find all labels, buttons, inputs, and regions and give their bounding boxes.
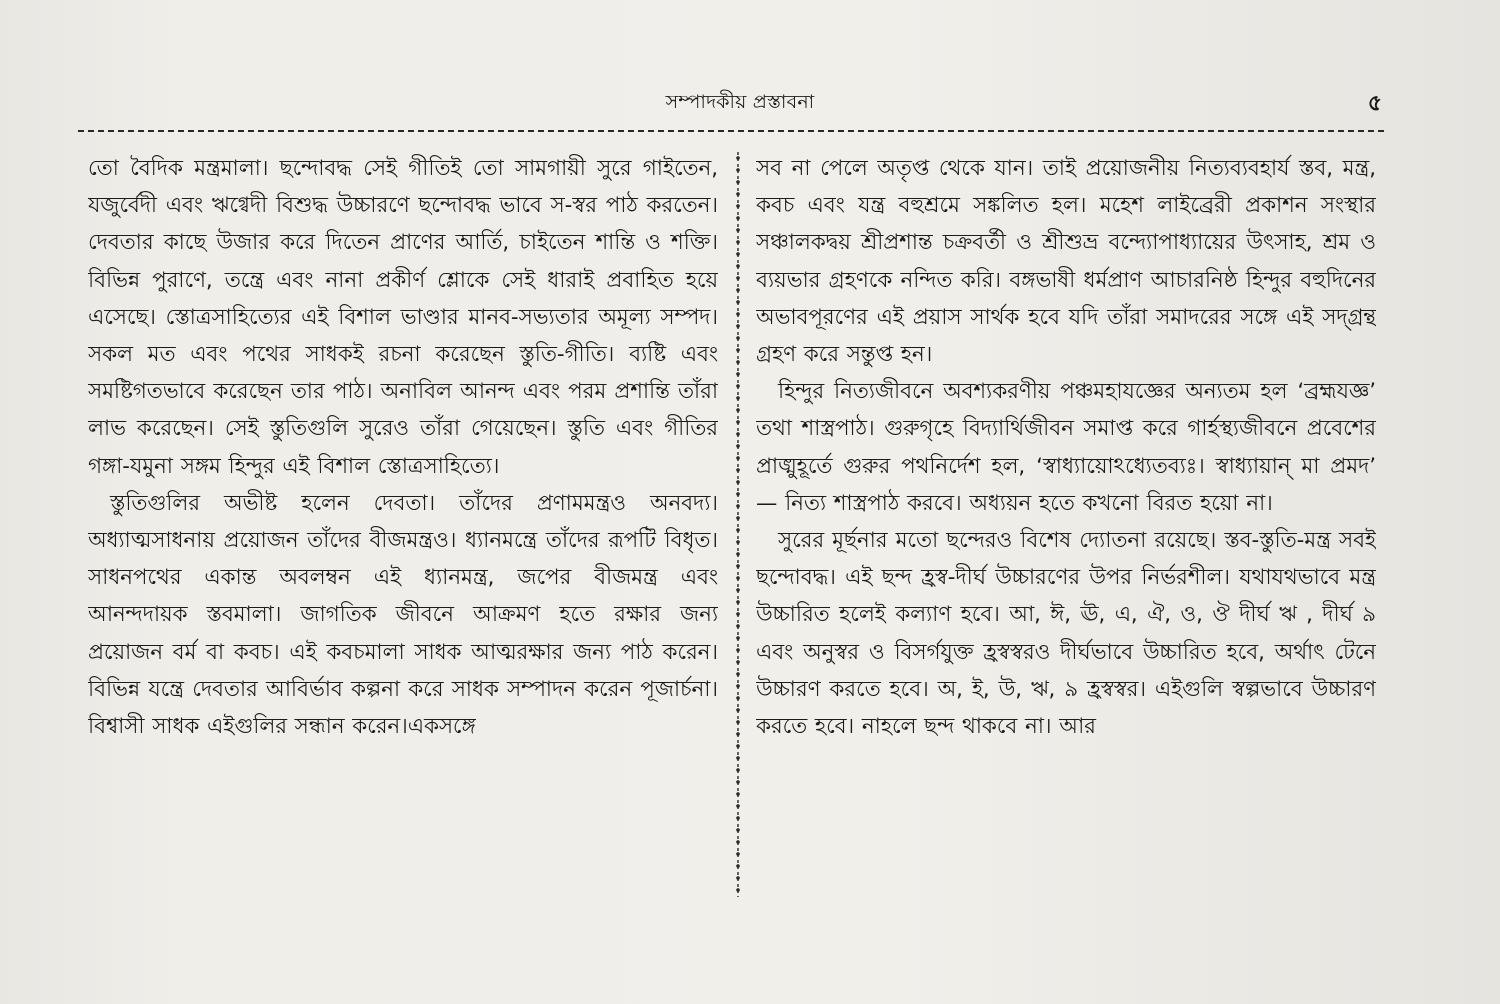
right-column <box>756 150 1376 910</box>
right-paragraph-1: সব না পেলে অতৃপ্ত থেকে যান। তাই প্রয়োজনীয় নিত্যব্যবহার্য স্তব, মন্ত্র, কবচ এবং যন্ত্র বহুশ্রমে সঙ্কলিত হল। মহেশ লাইব্রেরী প্রকাশন সংস্থার সঞ্চালকদ্বয় শ্রীপ্রশান্ত চক্রবর্তী ও শ্রীশুভ্র বন্দ্যোপাধ্যায়ের উৎসাহ, শ্রম ও ব্যয়ভার গ্রহণকে নন্দিত করি। বঙ্গভাষী ধর্মপ্রাণ আচারনিষ্ঠ হিন্দুর বহুদিনের অভাবপূরণের এই প্রয়াস সার্থক হবে যদি তাঁরা সমাদরের সঙ্গে এই সদ্গ্রন্থ গ্রহণ করে সন্তুপ্ত হন। <box>756 156 1376 368</box>
page-number: ৫ <box>1367 91 1382 116</box>
running-head <box>0 84 1500 120</box>
left-paragraph-2: স্তুতিগুলির অভীষ্ট হলেন দেবতা। তাঁদের প্রণামমন্ত্রও অনবদ্য। অধ্যাত্মসাধনায় প্রয়োজন তাঁদের বীজমন্ত্রও। ধ্যানমন্ত্রে তাঁদের রূপটি বিধৃত। সাধনপথের একান্ত অবলম্বন এই ধ্যানমন্ত্র, জপের বীজমন্ত্র এবং আনন্দদায়ক স্তবমালা। জাগতিক জীবনে আক্রমণ হতে রক্ষার জন্য প্রয়োজন বর্ম বা কবচ। এই কবচমালা সাধক আত্মরক্ষার জন্য পাঠ করেন। বিভিন্ন যন্ত্রে দেবতার আবির্ভাব কল্পনা করে সাধক সম্পাদন করেন পূজার্চনা। বিশ্বাসী সাধক এইগুলির সন্ধান করেন।একসঙ্গে <box>88 490 718 740</box>
column-divider <box>733 152 743 897</box>
right-paragraph-3: সুরের মূর্ছনার মতো ছন্দেরও বিশেষ দ্যোতনা রয়েছে। স্তব-স্তুতি-মন্ত্র সবই ছন্দোবদ্ধ। এই ছন্দ হ্রস্ব-দীর্ঘ উচ্চারণের উপর নির্ভরশীল। যথাযথভাবে মন্ত্র উচ্চারিত হলেই কল্যাণ হবে। আ, ঈ, ঊ, এ, ঐ, ও, ঔ দীর্ঘ ঋ , দীর্ঘ ৯ এবং অনুস্বর ও বিসর্গযুক্ত হ্রস্বস্বরও দীর্ঘভাবে উচ্চারিত হবে, অর্থাৎ টেনে উচ্চারণ করতে হবে। অ, ই, উ, ঋ, ৯ হ্রস্বস্বর। এইগুলি স্বল্পভাবে উচ্চারণ করতে হবে। নাহলে ছন্দ থাকবে না। আর <box>756 528 1376 740</box>
left-paragraph-1: তো বৈদিক মন্ত্রমালা। ছন্দোবদ্ধ সেই গীতিই তো সামগায়ী সুরে গাইতেন, যজুর্বেদী এবং ঋগ্বেদী বিশুদ্ধ উচ্চারণে ছন্দোবদ্ধ ভাবে স-স্বর পাঠ করতেন। দেবতার কাছে উজার করে দিতেন প্রাণের আর্তি, চাইতেন শান্তি ও শক্তি। বিভিন্ন পুরাণে, তন্ত্রে এবং নানা প্রকীর্ণ শ্লোকে সেই ধারাই প্রবাহিত হয়ে এসেছে। স্তোত্রসাহিত্যের এই বিশাল ভাণ্ডার মানব-সভ্যতার অমূল্য সম্পদ। সকল মত এবং পথের সাধকই রচনা করেছেন স্তুতি-গীতি। ব্যষ্টি এবং সমষ্টিগতভাবে করেছেন তার পাঠ। অনাবিল আনন্দ এবং পরম প্রশান্তি তাঁরা লাভ করেছেন। সেই স্তুতিগুলি সুরেও তাঁরা গেয়েছেন। স্তুতি এবং গীতির গঙ্গা-যমুনা সঙ্গম হিন্দুর এই বিশাল স্তোত্রসাহিত্যে। <box>88 156 718 479</box>
header-rule <box>78 130 1384 132</box>
left-column <box>88 150 718 910</box>
running-title: সম্পাদকীয় প্রস্তাবনা <box>665 91 815 113</box>
right-paragraph-2: হিন্দুর নিত্যজীবনে অবশ্যকরণীয় পঞ্চমহাযজ্ঞের অন্যতম হল ‘ব্রহ্মযজ্ঞ’ তথা শাস্ত্রপাঠ। গুরুগৃহে বিদ্যার্থিজীবন সমাপ্ত করে গার্হস্থ্যজীবনে প্রবেশের প্রাঙ্মুহূর্তে গুরুর পথনির্দেশ হল, ‘স্বাধ্যায়োঽধ্যেতব্যঃ। স্বাধ্যায়ান্ মা প্রমদ’ — নিত্য শাস্ত্রপাঠ করবে। অধ্যয়ন হতে কখনো বিরত হয়ো না। <box>756 379 1376 516</box>
